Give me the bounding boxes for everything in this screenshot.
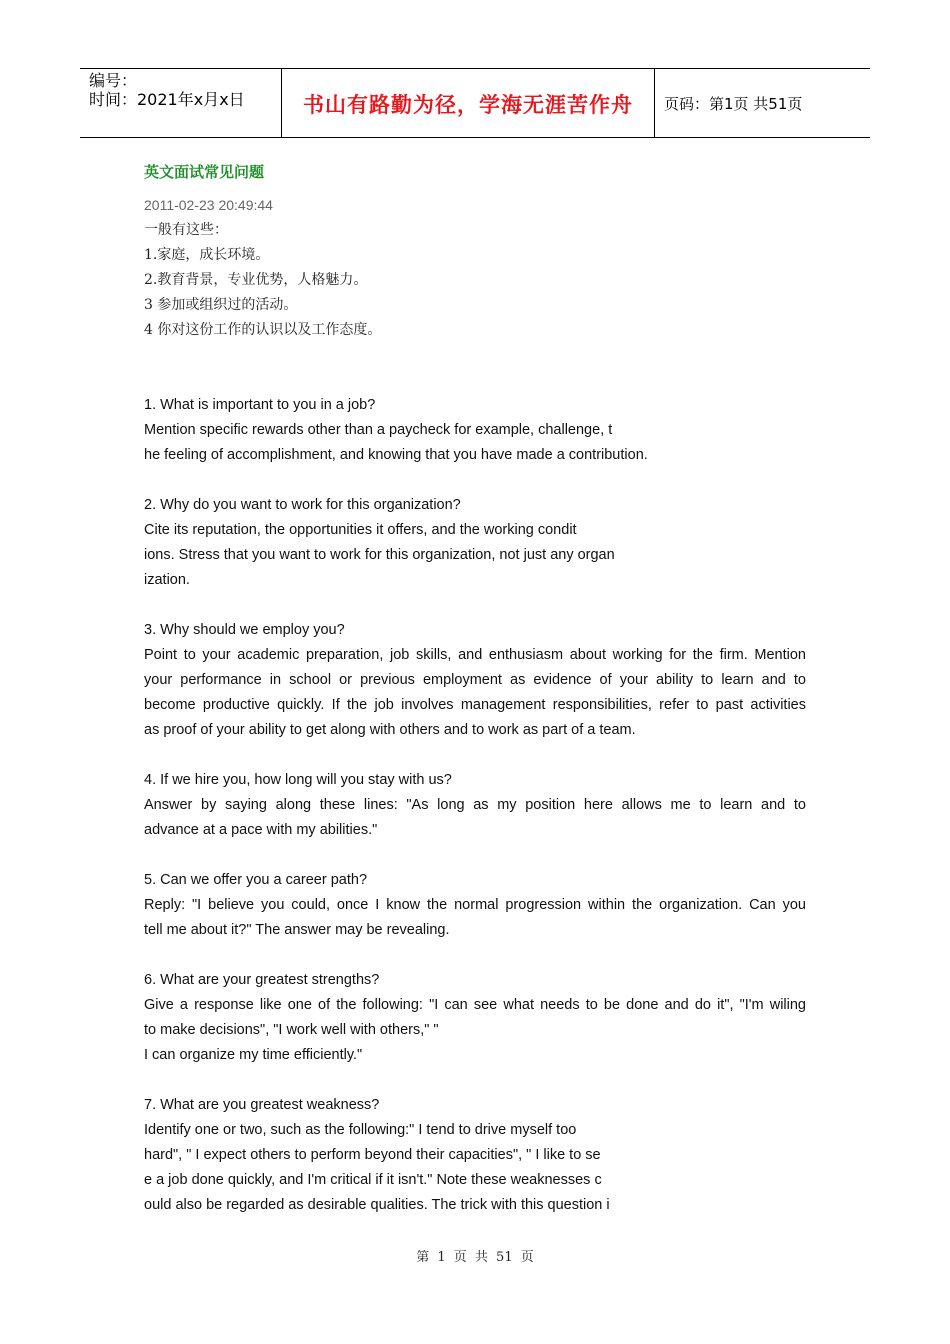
- answer-line: become productive quickly. If the job involves management responsibilities, refer to past activities: [144, 697, 806, 713]
- intro-line: 4 你对这份工作的认识以及工作态度。: [144, 322, 382, 338]
- answer-line: your performance in school or previous employment as evidence of your ability to learn and to: [144, 672, 806, 688]
- answer-line: Answer by saying along these lines: "As long as my position here allows me to learn and to: [144, 797, 806, 813]
- header-motto: 书山有路勤为径，学海无涯苦作舟: [303, 93, 633, 117]
- spacer: [144, 343, 806, 393]
- answer-line: Mention specific rewards other than a paycheck for example, challenge, t: [144, 422, 613, 438]
- time-label: 时间：2021年x月x日: [89, 90, 245, 109]
- intro-line: 2.教育背景，专业优势，人格魅力。: [144, 272, 368, 288]
- question: 6. What are your greatest strengths?: [144, 972, 380, 988]
- article-title: 英文面试常见问题: [144, 163, 265, 181]
- answer-line: e a job done quickly, and I'm critical if it isn't." Note these weaknesses c: [144, 1172, 602, 1188]
- qa-item: [144, 618, 806, 743]
- question: 5. Can we offer you a career path?: [144, 872, 368, 888]
- answer-line: ould also be regarded as desirable qualities. The trick with this question i: [144, 1197, 610, 1213]
- page-header: [80, 68, 870, 138]
- number-label: 编号：: [89, 71, 138, 90]
- answer-line: Point to your academic preparation, job skills, and enthusiasm about working for the firm. Mention: [144, 647, 806, 663]
- question: 2. Why do you want to work for this organization?: [144, 497, 461, 513]
- answer-line: as proof of your ability to get along with others and to work as part of a team.: [144, 722, 636, 738]
- answer-line: Give a response like one of the following: "I can see what needs to be done and do it", "I'm wiling: [144, 997, 806, 1013]
- answer-line: to make decisions", "I work well with others," ": [144, 1022, 439, 1038]
- header-meta: [89, 71, 245, 109]
- answer-line: advance at a pace with my abilities.": [144, 822, 378, 838]
- question: 1. What is important to you in a job?: [144, 397, 376, 413]
- question: 3. Why should we employ you?: [144, 622, 345, 638]
- answer-line: hard", " I expect others to perform beyond their capacities", " I like to se: [144, 1147, 601, 1163]
- answer-line: I can organize my time efficiently.": [144, 1047, 363, 1063]
- article-body: [144, 158, 806, 1243]
- answer-line: Cite its reputation, the opportunities it offers, and the working condit: [144, 522, 577, 538]
- qa-item: [144, 393, 806, 468]
- qa-item: [144, 968, 806, 1068]
- answer-line: tell me about it?" The answer may be revealing.: [144, 922, 450, 938]
- intro-list: [144, 218, 806, 343]
- qa-list: [144, 393, 806, 1218]
- intro-line: 3 参加或组织过的活动。: [144, 297, 298, 313]
- intro-line: 一般有这些：: [144, 222, 228, 238]
- qa-item: [144, 493, 806, 593]
- question: 7. What are you greatest weakness?: [144, 1097, 380, 1113]
- answer-line: Identify one or two, such as the following:" I tend to drive myself too: [144, 1122, 577, 1138]
- answer-line: he feeling of accomplishment, and knowing that you have made a contribution.: [144, 447, 648, 463]
- header-divider-right: [654, 69, 655, 137]
- article-date: 2011-02-23 20:49:44: [144, 197, 273, 213]
- qa-item: [144, 1093, 806, 1218]
- answer-line: Reply: "I believe you could, once I know the normal progression within the organization. Can you: [144, 897, 806, 913]
- answer-line: ions. Stress that you want to work for this organization, not just any organ: [144, 547, 615, 563]
- qa-item: [144, 868, 806, 943]
- page-footer: 第 1 页 共 51 页: [416, 1250, 534, 1265]
- intro-line: 1.家庭，成长环境。: [144, 247, 270, 263]
- question: 4. If we hire you, how long will you stay with us?: [144, 772, 452, 788]
- qa-item: [144, 768, 806, 843]
- header-page-info: 页码：第1页 共51页: [664, 95, 803, 113]
- answer-line: ization.: [144, 572, 190, 588]
